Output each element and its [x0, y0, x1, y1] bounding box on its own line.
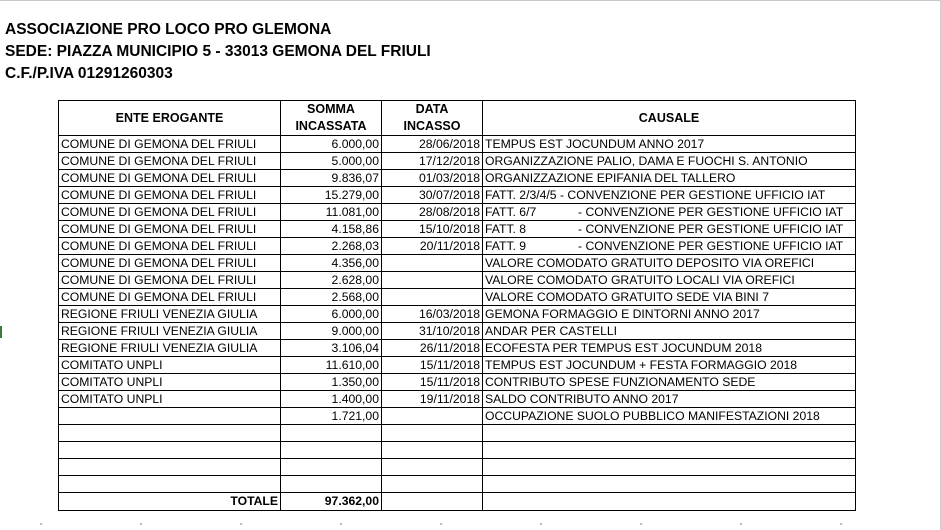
- somma-cell: 15.279,00: [281, 187, 382, 204]
- page-break-marks: [40, 523, 920, 525]
- organization-address: SEDE: PIAZZA MUNICIPIO 5 - 33013 GEMONA DEL FRIULI: [5, 43, 431, 60]
- causale-description: - CONVENZIONE PER GESTIONE UFFICIO IAT: [578, 204, 844, 219]
- data-cell: 31/10/2018: [382, 323, 483, 340]
- somma-cell: 2.268,03: [281, 238, 382, 255]
- causale-cell: GEMONA FORMAGGIO E DINTORNI ANNO 2017: [483, 306, 856, 323]
- ente-cell: COMITATO UNPLI: [59, 357, 281, 374]
- causale-description: - CONVENZIONE PER GESTIONE UFFICIO IAT: [578, 221, 844, 236]
- ente-cell: REGIONE FRIULI VENEZIA GIULIA: [59, 323, 281, 340]
- table-row: [59, 221, 856, 238]
- somma-cell: 4.158,86: [281, 221, 382, 238]
- ente-cell: [59, 408, 281, 425]
- data-cell: [382, 289, 483, 306]
- causale-cell: ANDAR PER CASTELLI: [483, 323, 856, 340]
- table-row: [59, 357, 856, 374]
- organization-name: ASSOCIAZIONE PRO LOCO PRO GLEMONA: [5, 21, 332, 38]
- data-cell: 28/06/2018: [382, 136, 483, 153]
- empty-row: [59, 442, 856, 459]
- somma-cell: 9.836,07: [281, 170, 382, 187]
- data-cell: [382, 272, 483, 289]
- ente-cell: COMUNE DI GEMONA DEL FRIULI: [59, 136, 281, 153]
- ente-cell: COMUNE DI GEMONA DEL FRIULI: [59, 170, 281, 187]
- organization-tax-id: C.F./P.IVA 01291260303: [5, 65, 173, 82]
- data-cell: 20/11/2018: [382, 238, 483, 255]
- table-row: [59, 306, 856, 323]
- total-value: 97.362,00: [281, 493, 382, 511]
- causale-cell: ORGANIZZAZIONE PALIO, DAMA E FUOCHI S. ANTONIO: [483, 153, 856, 170]
- somma-cell: 11.610,00: [281, 357, 382, 374]
- total-causale-cell: [483, 493, 856, 511]
- total-date-cell: [382, 493, 483, 511]
- ente-cell: COMUNE DI GEMONA DEL FRIULI: [59, 272, 281, 289]
- somma-cell: 4.356,00: [281, 255, 382, 272]
- column-header-data: DATA INCASSO: [382, 101, 483, 136]
- column-header-ente: ENTE EROGANTE: [59, 101, 281, 136]
- ente-cell: COMUNE DI GEMONA DEL FRIULI: [59, 153, 281, 170]
- table-header-row: [59, 101, 856, 136]
- causale-invoice: FATT. 8: [485, 221, 527, 236]
- ente-cell: COMUNE DI GEMONA DEL FRIULI: [59, 255, 281, 272]
- data-cell: 28/08/2018: [382, 204, 483, 221]
- somma-cell: 5.000,00: [281, 153, 382, 170]
- table-row: [59, 136, 856, 153]
- empty-row: [59, 425, 856, 442]
- total-label: TOTALE: [59, 493, 281, 511]
- ente-cell: COMUNE DI GEMONA DEL FRIULI: [59, 187, 281, 204]
- causale-cell: ORGANIZZAZIONE EPIFANIA DEL TALLERO: [483, 170, 856, 187]
- data-cell: [382, 408, 483, 425]
- table-row: [59, 374, 856, 391]
- table-row: [59, 289, 856, 306]
- causale-cell: TEMPUS EST JOCUNDUM ANNO 2017: [483, 136, 856, 153]
- table-row: [59, 272, 856, 289]
- causale-invoice: FATT. 6/7: [485, 204, 537, 219]
- data-cell: 15/11/2018: [382, 357, 483, 374]
- ente-cell: COMUNE DI GEMONA DEL FRIULI: [59, 238, 281, 255]
- causale-cell: VALORE COMODATO GRATUITO SEDE VIA BINI 7: [483, 289, 856, 306]
- causale-cell: CONTRIBUTO SPESE FUNZIONAMENTO SEDE: [483, 374, 856, 391]
- table-row: [59, 323, 856, 340]
- table-row: [59, 170, 856, 187]
- ente-cell: COMITATO UNPLI: [59, 374, 281, 391]
- causale-cell: OCCUPAZIONE SUOLO PUBBLICO MANIFESTAZIONI 2018: [483, 408, 856, 425]
- causale-cell: SALDO CONTRIBUTO ANNO 2017: [483, 391, 856, 408]
- row-marker: [0, 326, 2, 338]
- somma-cell: 6.000,00: [281, 306, 382, 323]
- causale-invoice: FATT. 9: [485, 238, 527, 253]
- data-cell: 01/03/2018: [382, 170, 483, 187]
- causale-cell: [483, 204, 856, 221]
- data-cell: 15/11/2018: [382, 374, 483, 391]
- table-row: [59, 408, 856, 425]
- somma-cell: 11.081,00: [281, 204, 382, 221]
- causale-cell: FATT. 2/3/4/5 - CONVENZIONE PER GESTIONE UFFICIO IAT: [483, 187, 856, 204]
- table-row: [59, 204, 856, 221]
- ente-cell: COMUNE DI GEMONA DEL FRIULI: [59, 204, 281, 221]
- causale-description: - CONVENZIONE PER GESTIONE UFFICIO IAT: [578, 238, 844, 253]
- table-row: [59, 255, 856, 272]
- empty-row: [59, 459, 856, 476]
- total-row: [59, 493, 856, 511]
- data-cell: [382, 255, 483, 272]
- data-cell: 26/11/2018: [382, 340, 483, 357]
- ente-cell: COMITATO UNPLI: [59, 391, 281, 408]
- data-cell: 15/10/2018: [382, 221, 483, 238]
- causale-cell: [483, 221, 856, 238]
- table-row: [59, 238, 856, 255]
- somma-cell: 3.106,04: [281, 340, 382, 357]
- somma-cell: 9.000,00: [281, 323, 382, 340]
- column-header-somma: SOMMA INCASSATA: [281, 101, 382, 136]
- table-row: [59, 187, 856, 204]
- causale-cell: TEMPUS EST JOCUNDUM + FESTA FORMAGGIO 2018: [483, 357, 856, 374]
- table-row: [59, 153, 856, 170]
- causale-cell: ECOFESTA PER TEMPUS EST JOCUNDUM 2018: [483, 340, 856, 357]
- data-cell: 16/03/2018: [382, 306, 483, 323]
- table-row: [59, 340, 856, 357]
- column-header-causale: CAUSALE: [483, 101, 856, 136]
- somma-cell: 1.721,00: [281, 408, 382, 425]
- somma-cell: 2.568,00: [281, 289, 382, 306]
- empty-row: [59, 476, 856, 493]
- somma-cell: 1.350,00: [281, 374, 382, 391]
- data-cell: 19/11/2018: [382, 391, 483, 408]
- data-cell: 17/12/2018: [382, 153, 483, 170]
- somma-cell: 2.628,00: [281, 272, 382, 289]
- somma-cell: 6.000,00: [281, 136, 382, 153]
- ente-cell: COMUNE DI GEMONA DEL FRIULI: [59, 289, 281, 306]
- ente-cell: COMUNE DI GEMONA DEL FRIULI: [59, 221, 281, 238]
- causale-cell: VALORE COMODATO GRATUITO LOCALI VIA OREFICI: [483, 272, 856, 289]
- contributions-table: [58, 100, 856, 511]
- sheet-top-border: [0, 0, 941, 1]
- data-cell: 30/07/2018: [382, 187, 483, 204]
- ente-cell: REGIONE FRIULI VENEZIA GIULIA: [59, 306, 281, 323]
- somma-cell: 1.400,00: [281, 391, 382, 408]
- ente-cell: REGIONE FRIULI VENEZIA GIULIA: [59, 340, 281, 357]
- causale-cell: VALORE COMODATO GRATUITO DEPOSITO VIA OREFICI: [483, 255, 856, 272]
- causale-cell: [483, 238, 856, 255]
- table-row: [59, 391, 856, 408]
